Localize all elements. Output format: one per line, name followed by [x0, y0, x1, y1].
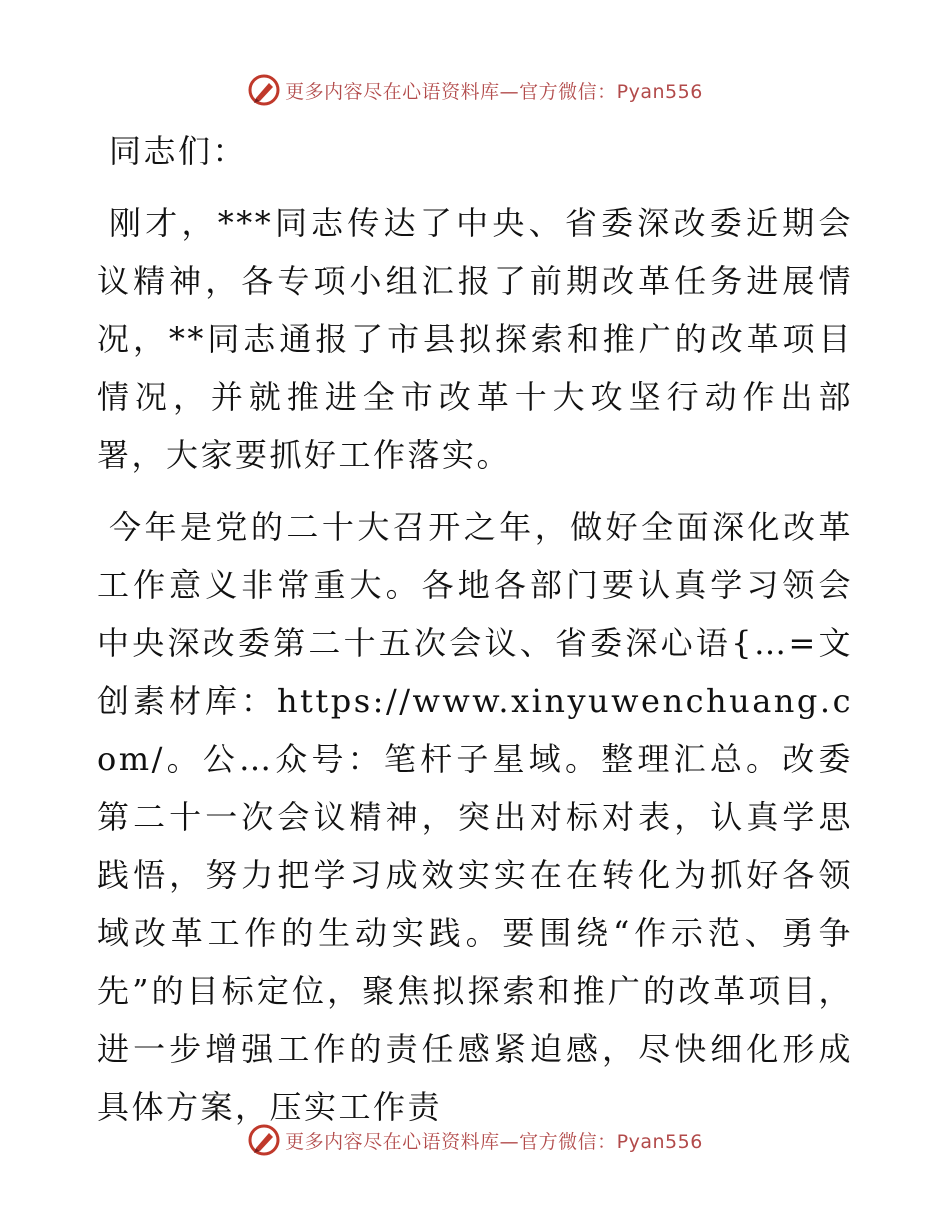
paragraph-2: 今年是党的二十大召开之年，做好全面深化改革工作意义非常重大。各地各部门要认真学习领会中央深改委第二十五次会议、省委深心语{…=文创素材库：https://www.xinyuwenchuang.com/。公…众号：笔杆子星域。整理汇总。改委第二十一次会议精神，突出对标对表，认真学思践悟，努力把学习成效实实在在转化为抓好各领域改革工作的生动实践。要围绕“作示范、勇争先”的目标定位，聚焦拟探索和推广的改革项目，进一步增强工作的责任感紧迫感，尽快细化形成具体方案，压实工作责 [97, 508, 853, 1126]
pen-logo-icon [247, 1123, 281, 1157]
header-banner-text: 更多内容尽在心语资料库—官方微信：Pyan556 [285, 80, 703, 103]
document-body [97, 122, 853, 1150]
paragraph-1: 刚才，***同志传达了中央、省委深改委近期会议精神，各专项小组汇报了前期改革任务进展情况，**同志通报了市县拟探索和推广的改革项目情况，并就推进全市改革十大攻坚行动作出部署，大家要抓好工作落实。 [97, 204, 853, 474]
footer-banner-text: 更多内容尽在心语资料库—官方微信：Pyan556 [285, 1130, 703, 1153]
salutation: 同志们： [109, 132, 248, 170]
footer-banner [0, 1120, 950, 1160]
header-banner [0, 70, 950, 110]
pen-logo-icon [247, 73, 281, 107]
